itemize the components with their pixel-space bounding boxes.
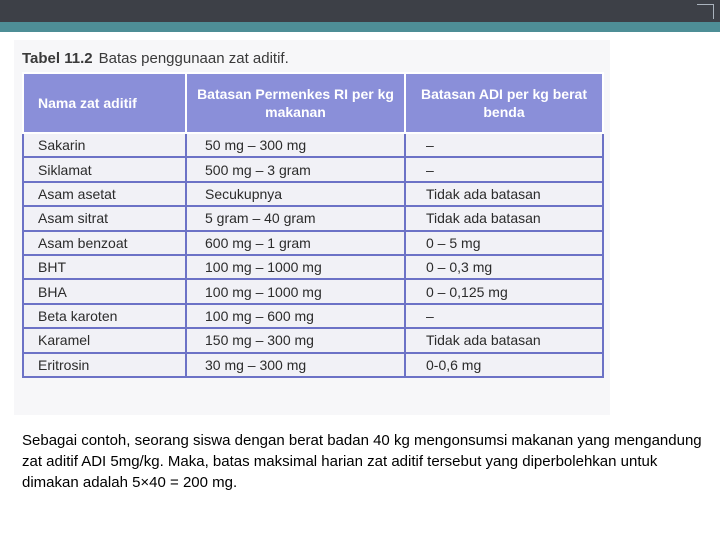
table-row: [23, 279, 603, 303]
slide-corner-decoration: [697, 4, 714, 19]
cell-permenkes-limit: 30 mg – 300 mg: [186, 353, 405, 377]
cell-adi-limit: –: [405, 304, 603, 328]
table-row: [23, 206, 603, 230]
table-row: [23, 255, 603, 279]
cell-adi-limit: 0 – 0,3 mg: [405, 255, 603, 279]
cell-adi-limit: 0 – 0,125 mg: [405, 279, 603, 303]
cell-adi-limit: Tidak ada batasan: [405, 206, 603, 230]
cell-permenkes-limit: 100 mg – 1000 mg: [186, 279, 405, 303]
table-row: [23, 182, 603, 206]
table-label: Tabel 11.2: [22, 50, 93, 67]
slide-accent-bar: [0, 22, 720, 32]
cell-permenkes-limit: 600 mg – 1 gram: [186, 231, 405, 255]
table-header-row: [23, 73, 603, 133]
cell-additive-name: BHT: [23, 255, 186, 279]
cell-adi-limit: –: [405, 133, 603, 157]
cell-adi-limit: 0-0,6 mg: [405, 353, 603, 377]
table-row: [23, 231, 603, 255]
cell-additive-name: Karamel: [23, 328, 186, 352]
table-body: [23, 133, 603, 377]
cell-permenkes-limit: Secukupnya: [186, 182, 405, 206]
cell-permenkes-limit: 500 mg – 3 gram: [186, 157, 405, 181]
cell-permenkes-limit: 100 mg – 600 mg: [186, 304, 405, 328]
table-title: Batas penggunaan zat aditif.: [98, 50, 289, 67]
cell-permenkes-limit: 150 mg – 300 mg: [186, 328, 405, 352]
cell-permenkes-limit: 5 gram – 40 gram: [186, 206, 405, 230]
slide-top-bar: [0, 0, 720, 22]
cell-additive-name: Asam asetat: [23, 182, 186, 206]
cell-adi-limit: 0 – 5 mg: [405, 231, 603, 255]
cell-additive-name: Beta karoten: [23, 304, 186, 328]
table-caption: [22, 50, 289, 67]
header-permenkes-limit: Batasan Permenkes RI per kg makanan: [186, 73, 405, 133]
cell-adi-limit: Tidak ada batasan: [405, 328, 603, 352]
table-row: [23, 157, 603, 181]
cell-additive-name: Sakarin: [23, 133, 186, 157]
table-row: [23, 133, 603, 157]
cell-adi-limit: –: [405, 157, 603, 181]
table-row: [23, 304, 603, 328]
table-row: [23, 353, 603, 377]
cell-additive-name: Siklamat: [23, 157, 186, 181]
cell-additive-name: Asam sitrat: [23, 206, 186, 230]
cell-permenkes-limit: 50 mg – 300 mg: [186, 133, 405, 157]
header-adi-limit: Batasan ADI per kg berat benda: [405, 73, 603, 133]
table-row: [23, 328, 603, 352]
header-additive-name: Nama zat aditif: [23, 73, 186, 133]
additive-limits-table: [22, 72, 604, 378]
cell-adi-limit: Tidak ada batasan: [405, 182, 603, 206]
cell-additive-name: Asam benzoat: [23, 231, 186, 255]
example-paragraph: Sebagai contoh, seorang siswa dengan berat badan 40 kg mengonsumsi makanan yang mengandung zat aditif ADI 5mg/kg. Maka, batas maksimal harian zat aditif tersebut yang diperbolehkan untuk dimakan adalah 5×40 = 200 mg.: [22, 432, 702, 491]
cell-additive-name: Eritrosin: [23, 353, 186, 377]
cell-additive-name: BHA: [23, 279, 186, 303]
cell-permenkes-limit: 100 mg – 1000 mg: [186, 255, 405, 279]
